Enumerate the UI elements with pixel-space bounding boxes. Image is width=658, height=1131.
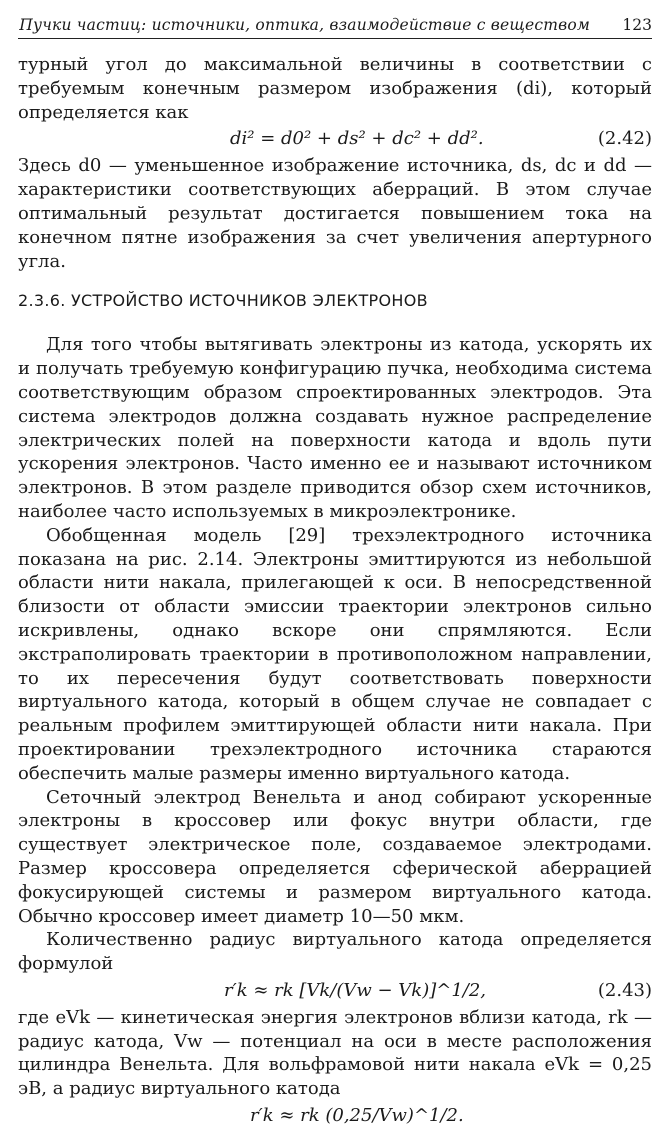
equation-2-43 xyxy=(18,976,652,1006)
paragraph-definitions: где eVk — кинетическая энергия электронов вблизи катода, rk — радиус катода, Vw — потенциал на оси в месте расположения цилиндра Венельта. Для вольфрамовой нити накала eVk = 0,25 эВ, а радиус виртуального катода xyxy=(18,1006,652,1100)
page-number: 123 xyxy=(622,16,652,34)
paragraph-three-electrode-model: Обобщенная модель [29] трехэлектродного источника показана на рис. 2.14. Электроны эмиттируются из небольшой области нити накала, прилегающей к оси. В непосредственной близости от области эмиссии траектории электронов сильно искривлены, однако вскоре они спрямляются. Если экстраполировать траектории в противоположном направлении, то их пересечения будут соответствовать поверхности виртуального катода, который в общем случае не совпадает с реальным профилем эмиттирующей области нити накала. При проектировании трехэлектродного источника стараются обеспечить малые размеры именно виртуального катода. xyxy=(18,524,652,784)
equation-number: (2.43) xyxy=(597,979,652,1001)
book-page xyxy=(18,12,652,1131)
paragraph-aberrations: Здесь d0 — уменьшенное изображение источника, ds, dc и dd — характеристики соответствующих аберраций. В этом случае оптимальный результат достигается повышением тока на конечном пятне изображения за счет увеличения апертурного угла. xyxy=(18,155,652,272)
equation-formula: r′k ≈ rk [Vk/(Vw − Vk)]^1/2, xyxy=(224,979,487,1001)
equation-2-42 xyxy=(18,124,652,154)
running-header xyxy=(18,12,652,39)
equation-formula: r′k ≈ rk (0,25/Vw)^1/2. xyxy=(250,1105,464,1127)
equation-formula: di² = d0² + ds² + dc² + dd². xyxy=(230,128,484,150)
equation-virtual-cathode xyxy=(18,1101,652,1131)
running-title: Пучки частиц: источники, оптика, взаимодействие с веществом xyxy=(19,16,590,34)
paragraph-continuation: турный угол до максимальной величины в соответствии с требуемым конечным размером изображения (di), который определяется как xyxy=(18,54,652,123)
paragraph-electrode-system: Для того чтобы вытягивать электроны из катода, ускорять их и получать требуемую конфигурацию пучка, необходима система соответствующим образом спроектированных электродов. Эта система электродов должна создавать нужное распределение электрических полей на поверхности катода и вдоль пути ускорения электронов. Часто именно ее и называют источником электронов. В этом разделе приводится обзор схем источников, наиболее часто используемых в микроэлектронике. xyxy=(18,334,652,522)
paragraph-virtual-cathode-radius: Количественно радиус виртуального катода определяется формулой xyxy=(18,929,652,975)
section-heading: 2.3.6. УСТРОЙСТВО ИСТОЧНИКОВ ЭЛЕКТРОНОВ xyxy=(18,291,428,311)
paragraph-wehnelt-crossover: Сеточный электрод Венельта и анод собирают ускоренные электроны в кроссовер или фокус внутри области, где существует электрическое поле, создаваемое электродами. Размер кроссовера определяется сферической аберрацией фокусирующей системы и размером виртуального катода. Обычно кроссовер имеет диаметр 10—50 мкм. xyxy=(18,786,652,927)
equation-number: (2.42) xyxy=(597,128,652,150)
